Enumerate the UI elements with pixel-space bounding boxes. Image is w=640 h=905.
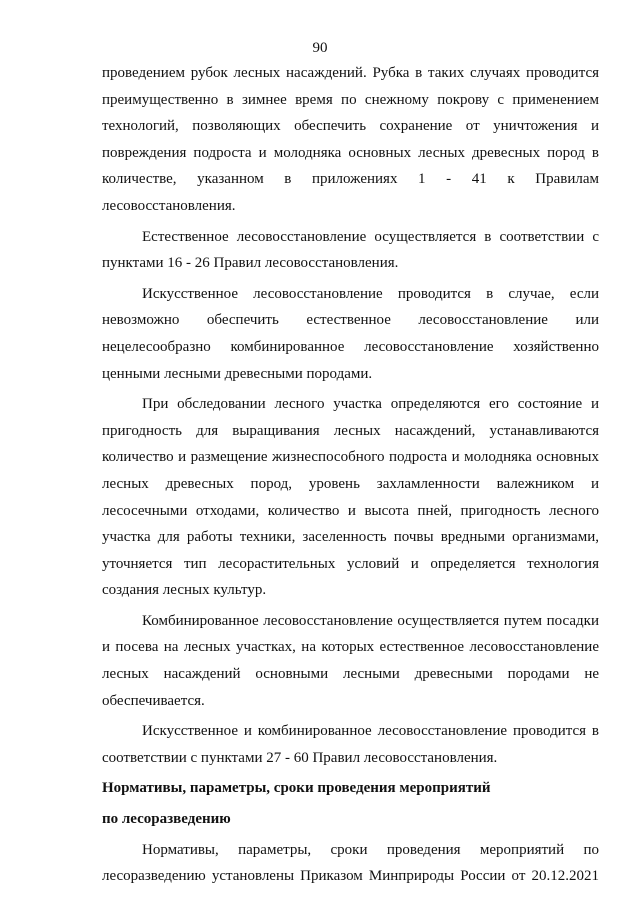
document-body (102, 60, 599, 894)
paragraph-artificial-reforestation: Искусственное лесовосстановление проводится в случае, если невозможно обеспечить естественное лесовосстановление или нецелесообразно комбинированное лесовосстановление хозяйственно ценными лесными древесными породами. (102, 285, 599, 382)
paragraph-continuation: проведением рубок лесных насаждений. Рубка в таких случаях проводится преимущественно в зимнее время по снежному покрову с применением технологий, позволяющих обеспечить сохранение от уничтожения и повреждения подроста и молодняка основных лесных древесных пород в количестве, указанном в приложениях 1 - 41 к Правилам лесовосстановления. (102, 65, 599, 214)
paragraph-rules-reference: Искусственное и комбинированное лесовосстановление проводится в соответствии с пунктами 27 - 60 Правил лесовосстановления. (102, 723, 599, 766)
paragraph-natural-reforestation: Естественное лесовосстановление осуществляется в соответствии с пунктами 16 - 26 Правил лесовосстановления. (102, 228, 599, 272)
paragraph-combined-reforestation: Комбинированное лесовосстановление осуществляется путем посадки и посева на лесных участках, на которых естественное лесовосстановление лесных насаждений основными лесными древесными породами не обеспечивается. (102, 612, 599, 709)
paragraph-afforestation-norms: Нормативы, параметры, сроки проведения мероприятий по лесоразведению установлены Приказом Минприроды России от 20.12.2021 (102, 841, 599, 885)
paragraph-site-survey: При обследовании лесного участка определяются его состояние и пригодность для выращивания лесных насаждений, устанавливаются количество и размещение жизнеспособного подроста и молодняка основных лесных древесных пород, уровень захламленности валежником и лесосечными отходами, количество и высота пней, пригодность лесного участка для работы техники, заселенность почвы вредными организмами, уточняется тип лесорастительных условий и определяется технология создания лесных культур. (102, 396, 599, 599)
section-heading-line-2: по лесоразведению (102, 811, 231, 828)
section-heading-line-1: Нормативы, параметры, сроки проведения мероприятий (102, 780, 491, 797)
page-number: 90 (312, 40, 328, 56)
section-heading (102, 775, 599, 832)
